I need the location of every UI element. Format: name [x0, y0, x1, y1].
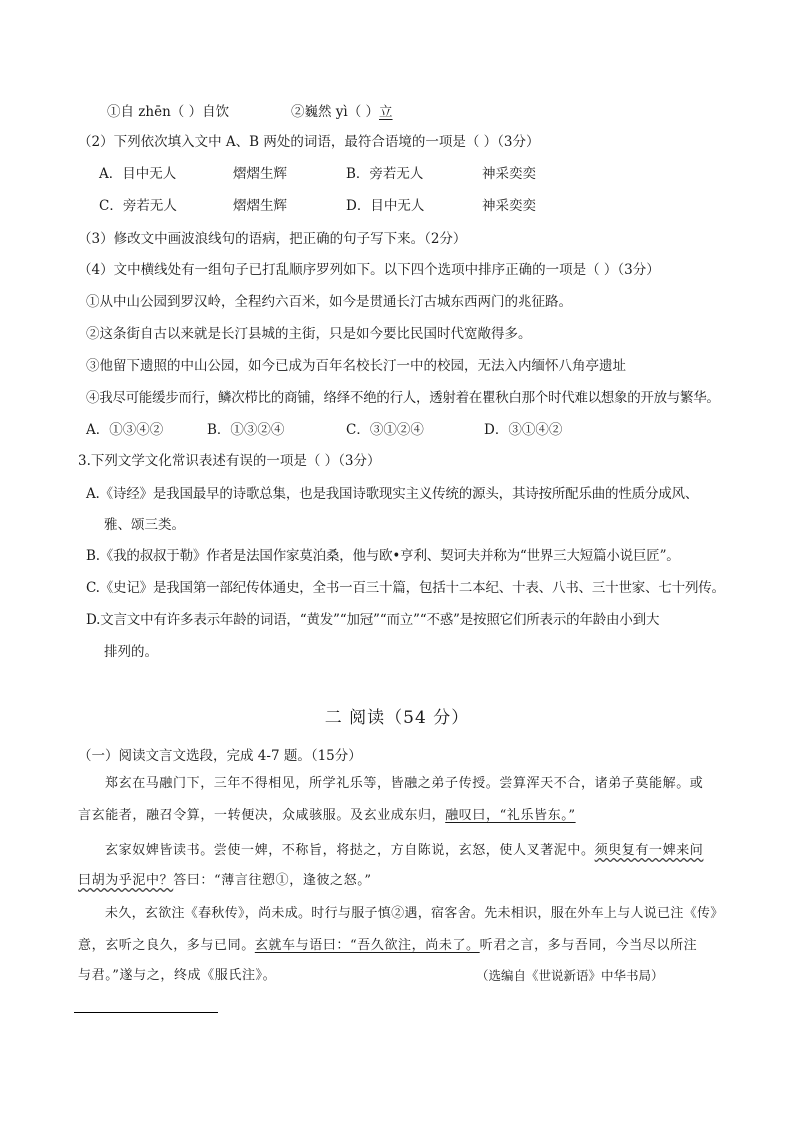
passage-source: （选编自《世说新语》中华书局） — [476, 968, 664, 983]
q2-stem: （2）下列依次填入文中 A、B 两处的词语，最符合语境的一项是（ ）（3分） — [78, 134, 540, 150]
q2-option-c: C．旁若无人 — [99, 198, 177, 214]
q4-sentence-1: ①从中山公园到罗汉岭，全程约六百米，如今是贯通长汀古城东西两门的兆征路。 — [86, 294, 572, 310]
q3-stem: （3）修改文中画波浪线句的语病，把正确的句子写下来。（2分） — [78, 231, 467, 247]
q4-option-d: D．③①④② — [484, 422, 563, 438]
q5-option-b: B.《我的叔叔于勒》作者是法国作家莫泊桑，他与欧•亨利、契诃夫并称为“世界三大短篇小说巨匠”。 — [86, 548, 680, 564]
q4-sentence-4: ④我尽可能缓步而行，鳞次栉比的商铺，络绎不绝的行人，透射着在瞿秋白那个时代难以想象的开放与繁华。 — [86, 390, 720, 406]
q5-option-d-line1: D.文言文中有许多表示年龄的词语，“黄发”“加冠”“而立”“不惑”是按照它们所表示的年龄由小到大 — [86, 612, 660, 628]
q5-option-c: C.《史记》是我国第一部纪传体通史，全书一百三十篇，包括十二本纪、十表、八书、三十世家、七十列传。 — [86, 580, 725, 596]
q2-option-b: B．旁若无人 — [346, 166, 424, 182]
passage-p1-line2 — [78, 806, 576, 826]
passage-p2-wavy-1: 须臾复有一婢来问 — [594, 843, 704, 858]
q5-option-a-line2: 雅、颂三类。 — [104, 517, 185, 533]
passage-p3-underlined: 玄就车与语曰：“吾久欲注，尚未了。 — [254, 938, 480, 953]
q5-option-d-line2: 排列的。 — [104, 644, 158, 660]
q2-option-a: A．目中无人 — [99, 166, 177, 182]
passage-p2-text: 玄家奴婢皆读书。尝使一婢，不称旨，将挞之，方自陈说，玄怒，使人叉著泥中。 — [105, 843, 595, 858]
q1-item1: ①自 zhēn（ ）自饮 — [107, 104, 230, 120]
q5-option-a-line1: A.《诗经》是我国最早的诗歌总集，也是我国诗歌现实主义传统的源头，其诗按所配乐曲的性质分成风、 — [86, 486, 699, 502]
q2-option-c-word: 熠熠生辉 — [233, 198, 287, 214]
passage-p2-line1 — [105, 841, 703, 861]
passage-p3-line2 — [78, 936, 697, 956]
passage-p2-wavy-2: 曰胡为乎泥中？ — [78, 873, 174, 888]
passage-p3-text-2: 听君之言，多与吾同，今当尽以所注 — [479, 938, 698, 953]
passage-p3-line1: 未久，玄欲注《春秋传》，尚未成。时行与服子慎②遇，宿客舍。先未相识，服在外车上与人说已注《传》 — [105, 906, 724, 921]
q4-sentence-2: ②这条街自古以来就是长汀县城的主街，只是如今要比民国时代宽敞得多。 — [86, 326, 532, 342]
footnote-divider — [74, 1012, 218, 1013]
passage-p1-underlined: 融叹曰，“礼乐皆东。” — [445, 808, 576, 823]
q4-stem: （4）文中横线处有一组句子已打乱顺序罗列如下。以下四个选项中排序正确的一项是（ ）（3分） — [78, 262, 660, 278]
passage-p2-text-2: 答曰：“薄言往愬①，逢彼之怒。” — [173, 873, 372, 888]
q2-option-d-word: 神采奕奕 — [482, 198, 536, 214]
q1-item2-text: ②巍然 yì（ ） — [291, 104, 380, 120]
q5-stem: 3.下列文学文化常识表述有误的一项是（ ）（3分） — [78, 453, 381, 469]
q4-option-a: A．①③④② — [86, 422, 164, 438]
q1-item2-underlined: 立 — [379, 104, 393, 120]
passage-p3-line3: 与君。”遂与之，终成《服氏注》。 — [78, 968, 277, 983]
q2-option-a-word: 熠熠生辉 — [233, 166, 287, 182]
passage-p3-text: 意，玄听之良久，多与已同。 — [78, 938, 255, 953]
section-title: 二 阅读（54 分） — [324, 708, 470, 728]
q2-option-d: D．目中无人 — [346, 198, 425, 214]
section-subtitle: （一）阅读文言文选段，完成 4-7 题。（15分） — [78, 748, 362, 764]
passage-p2-line2 — [78, 871, 372, 891]
q1-item2 — [291, 102, 393, 122]
q4-sentence-3: ③他留下遗照的中山公园，如今已成为百年名校长汀一中的校园，无法入内缅怀八角亭遗址 — [86, 358, 626, 374]
q2-option-b-word: 神采奕奕 — [482, 166, 536, 182]
passage-p1-line1: 郑玄在马融门下，三年不得相见，所学礼乐等，皆融之弟子传授。尝算浑天不合，诸弟子莫能解。或 — [105, 776, 704, 791]
passage-p1-text: 言玄能者，融召令算，一转便决，众咸骇服。及玄业成东归， — [78, 808, 446, 823]
q4-option-b: B．①③②④ — [207, 422, 285, 438]
q4-option-c: C．③①②④ — [346, 422, 424, 438]
